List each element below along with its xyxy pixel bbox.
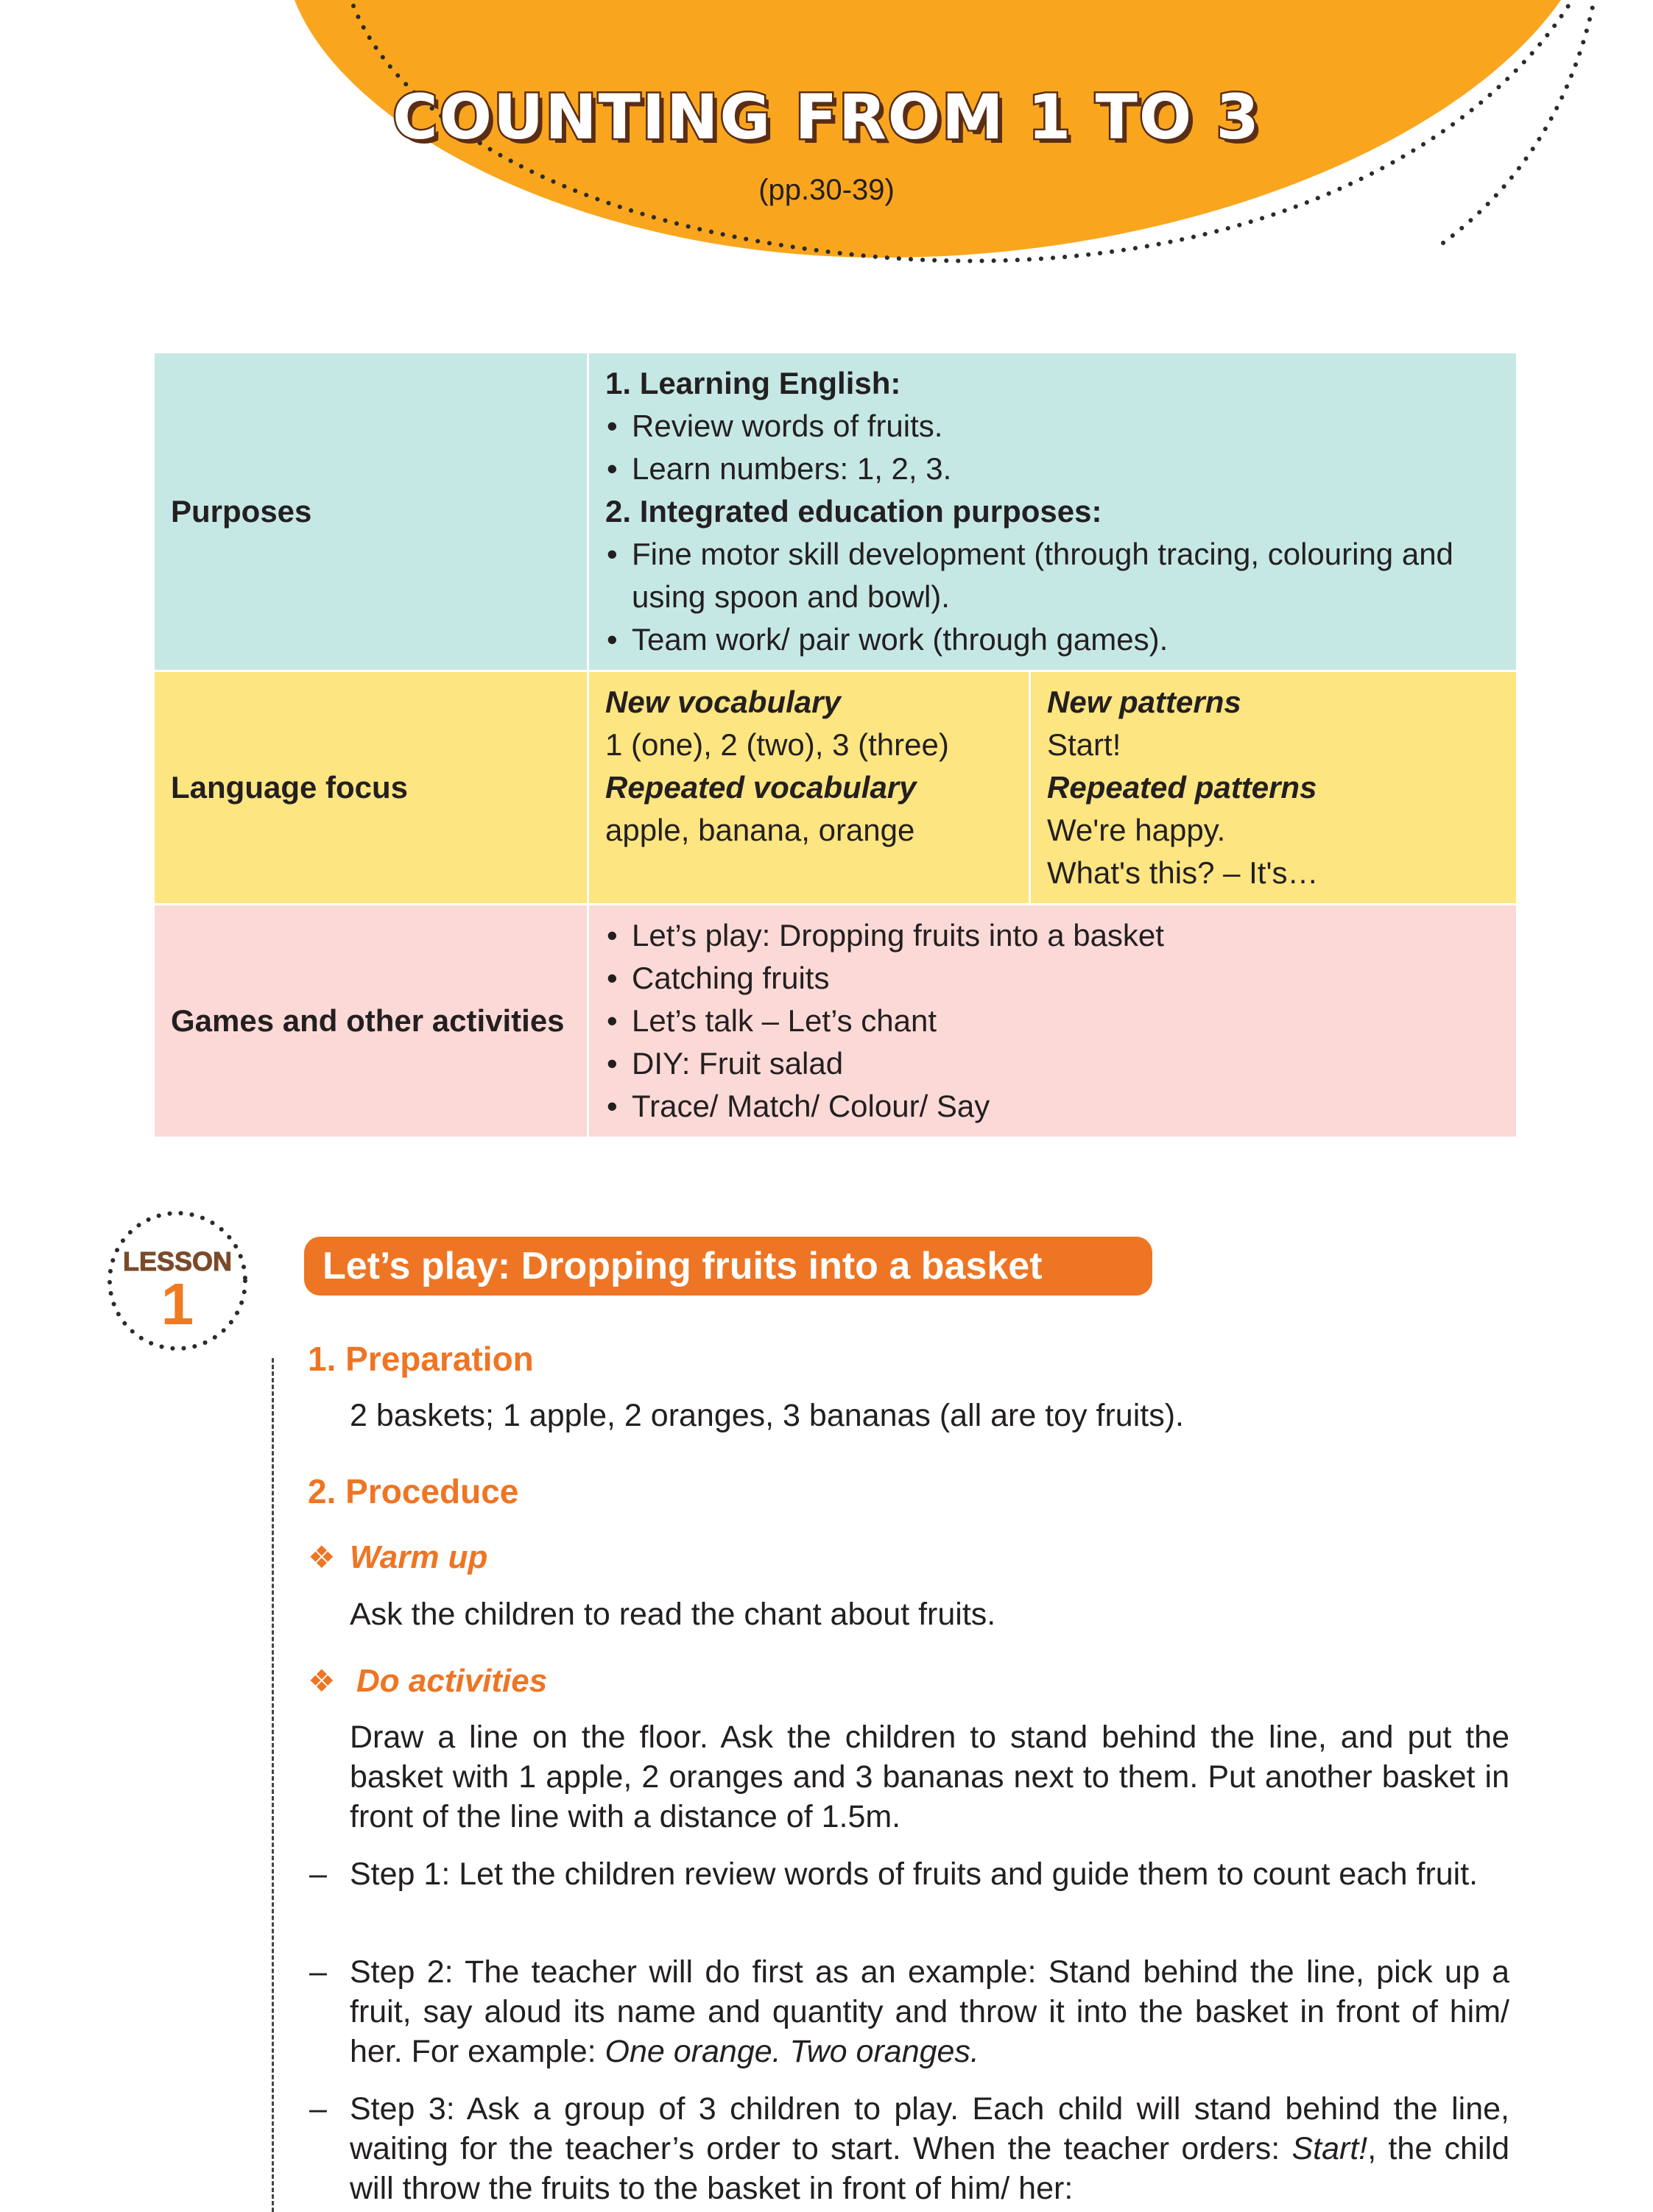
repeated-patterns-title: Repeated patterns (1047, 770, 1317, 805)
warmup-text: Ask the children to read the chant about fruits. (350, 1597, 996, 1632)
overview-table (152, 351, 1518, 1139)
activities-heading: Do activities (356, 1663, 548, 1699)
purposes-item: • Learn numbers: 1, 2, 3. (605, 448, 1500, 490)
games-item: • Catching fruits (605, 957, 1500, 1000)
purposes-row (154, 353, 1518, 671)
step-2-text (350, 1952, 1509, 2071)
repeated-vocabulary: apple, banana, orange (605, 813, 915, 847)
lesson-title: Let’s play: Dropping fruits into a basket (323, 1245, 1043, 1287)
new-vocabulary-title: New vocabulary (605, 685, 841, 719)
page-range: (pp.30-39) (758, 174, 895, 206)
purposes-item: • Team work/ pair work (through games). (605, 618, 1500, 661)
preparation-text: 2 baskets; 1 apple, 2 oranges, 3 bananas (all are toy fruits). (350, 1398, 1184, 1433)
page-title: COUNTING FROM 1 TO 3 (392, 81, 1261, 153)
vocabulary-cell (588, 671, 1030, 905)
diamond-bullet-icon: ❖ (308, 1664, 336, 1698)
step-1-text: Step 1: Let the children review words of fruits and guide them to count each fruit. (350, 1856, 1478, 1892)
repeated-pattern: We're happy. (1047, 813, 1226, 847)
dash-bullet: – (309, 2091, 327, 2127)
games-content (588, 905, 1518, 1138)
step-3-tail: , the child will throw the fruits to the basket in front of him/ her: (350, 2131, 1509, 2206)
lesson-badge-number: 1 (161, 1271, 194, 1337)
purposes-section1-title: 1. Learning English: (605, 366, 901, 400)
new-vocabulary: 1 (one), 2 (two), 3 (three) (605, 727, 949, 762)
purposes-item: • Fine motor skill development (through tracing, colouring and using spoon and bowl). (605, 533, 1500, 618)
step-2-example: One orange. Two oranges. (605, 2034, 979, 2069)
language-row (154, 671, 1518, 905)
step-3-text (350, 2089, 1509, 2208)
purposes-label: Purposes (154, 353, 588, 671)
step-3-start: Start! (1291, 2131, 1368, 2166)
patterns-cell (1030, 671, 1518, 905)
new-patterns-title: New patterns (1047, 685, 1241, 719)
purposes-item: • Review words of fruits. (605, 405, 1500, 448)
games-row (154, 905, 1518, 1138)
warmup-heading: Warm up (350, 1539, 488, 1575)
dash-bullet: – (309, 1856, 327, 1892)
repeated-vocabulary-title: Repeated vocabulary (605, 770, 917, 805)
lesson-divider-line (272, 1358, 274, 2212)
step-2-body: Step 2: The teacher will do first as an example: Stand behind the line, pick up a fruit, say aloud its name and quantity and throw it into the basket in front of him/ her. For example: (350, 1954, 1509, 2069)
step-3-body: Step 3: Ask a group of 3 children to play. Each child will stand behind the line, waiting for the teacher’s order to start. When the teacher orders: (350, 2091, 1509, 2166)
preparation-heading: 1. Preparation (308, 1340, 534, 1378)
lesson-badge-label: LESSON (122, 1246, 233, 1276)
games-item: • Trace/ Match/ Colour/ Say (605, 1085, 1500, 1128)
purposes-content (588, 353, 1518, 671)
games-item: • Let’s play: Dropping fruits into a basket (605, 914, 1500, 957)
new-patterns: Start! (1047, 727, 1121, 762)
activities-text: Draw a line on the floor. Ask the children to stand behind the line, and put the basket with 1 apple, 2 oranges and 3 bananas next to them. Put another basket in front of the line with a distance of 1.5m. (350, 1720, 1509, 1834)
repeated-pattern: What's this? – It's… (1047, 855, 1319, 890)
dash-bullet: – (309, 1954, 327, 1990)
diamond-bullet-icon: ❖ (308, 1540, 336, 1575)
language-label: Language focus (154, 671, 588, 905)
games-item: • DIY: Fruit salad (605, 1042, 1500, 1085)
games-item: • Let’s talk – Let’s chant (605, 1000, 1500, 1042)
games-label: Games and other activities (154, 905, 588, 1138)
purposes-section2-title: 2. Integrated education purposes: (605, 494, 1102, 529)
procedure-heading: 2. Proceduce (308, 1472, 519, 1510)
